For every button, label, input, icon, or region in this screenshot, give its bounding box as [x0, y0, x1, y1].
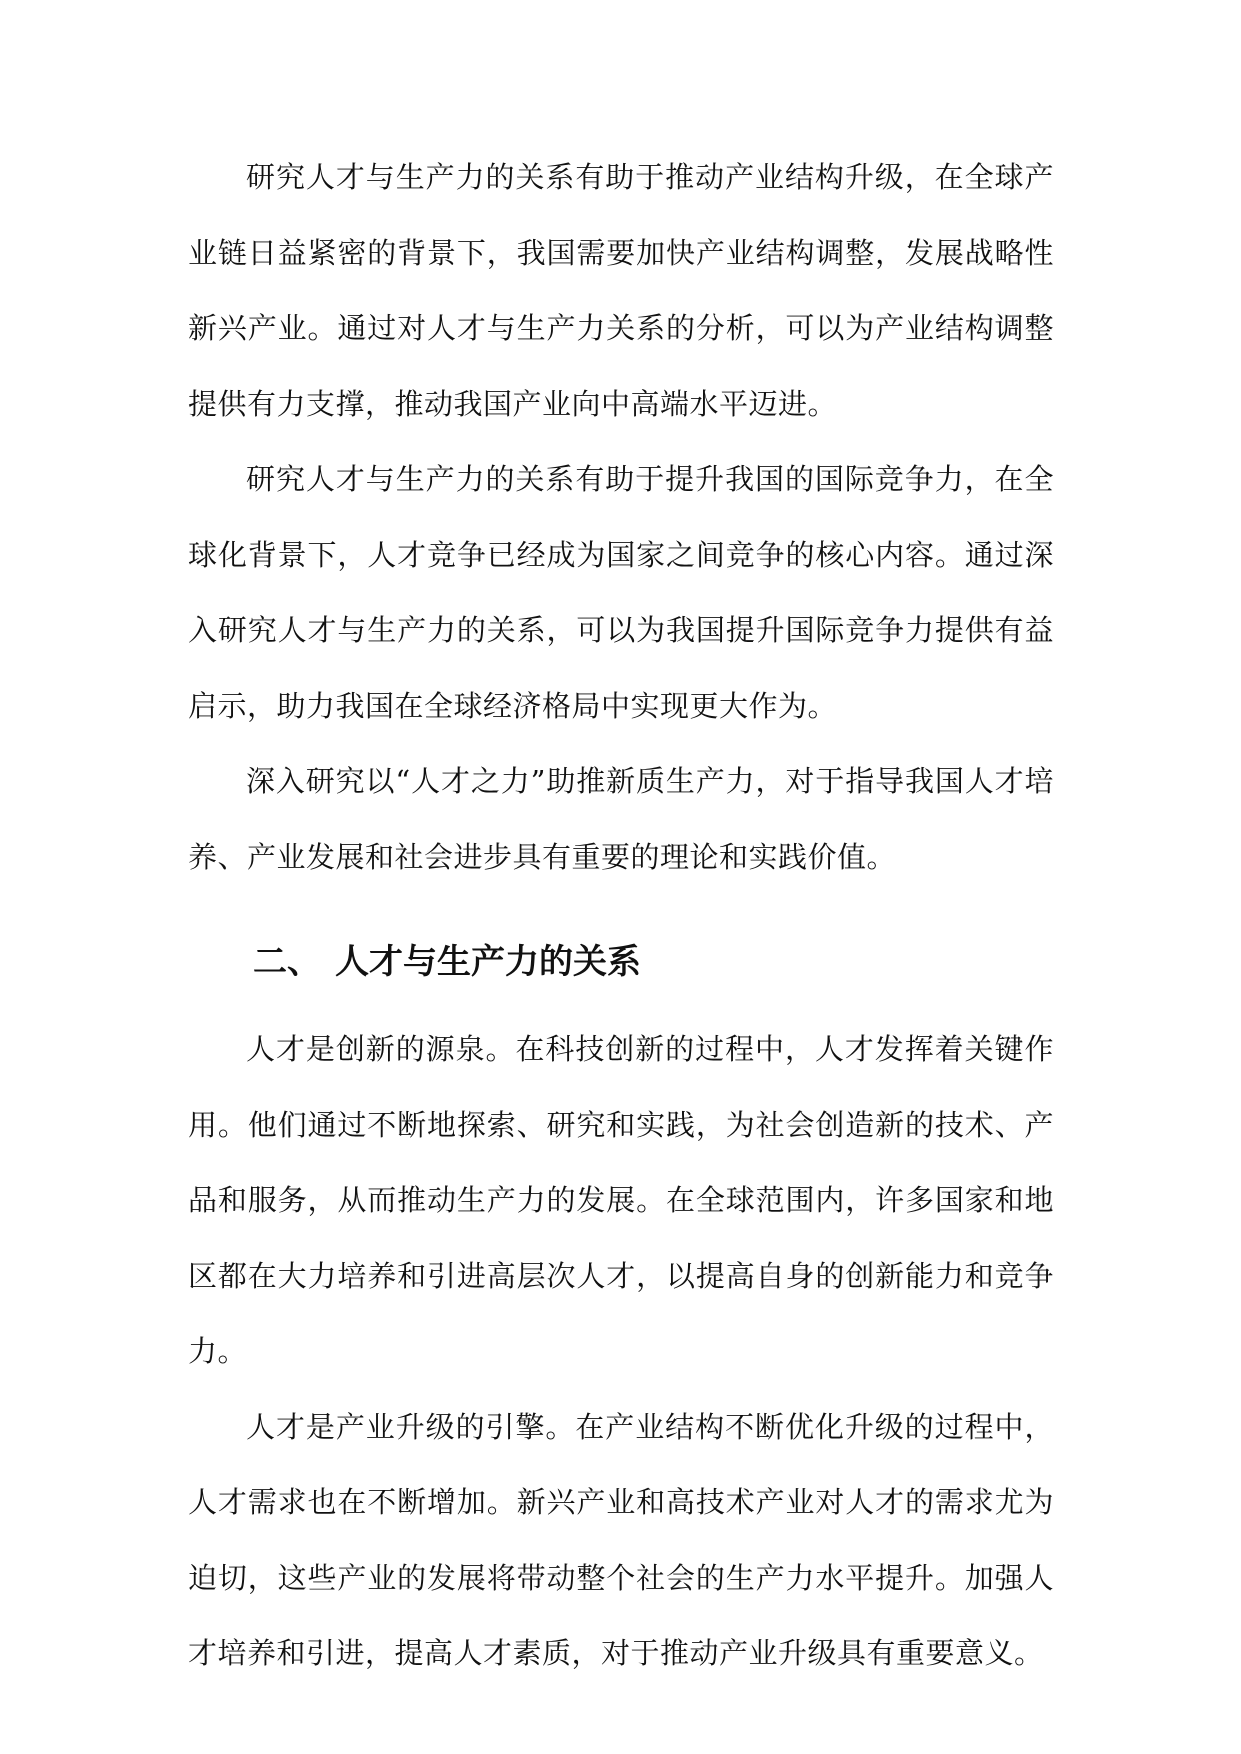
paragraph-industry-engine: 人才是产业升级的引擎。在产业结构不断优化升级的过程中，人才需求也在不断增加。新兴产业和高技术产业对人才的需求尤为迫切，这些产业的发展将带动整个社会的生产力水平提升。加强人才培养和引进，提高人才素质，对于推动产业升级具有重要意义。 — [188, 1409, 1054, 1670]
paragraph-research-value: 深入研究以“人才之力”助推新质生产力，对于指导我国人才培养、产业发展和社会进步具有重要的理论和实践价值。 — [188, 764, 1054, 874]
paragraph-industry-upgrade: 研究人才与生产力的关系有助于推动产业结构升级，在全球产业链日益紧密的背景下，我国需要加快产业结构调整，发展战略性新兴产业。通过对人才与生产力关系的分析，可以为产业结构调整提供有力支撑，推动我国产业向中高端水平迈进。 — [188, 160, 1054, 421]
section-title: 人才与生产力的关系 — [335, 942, 641, 982]
body-text-bottom — [188, 1012, 1054, 1692]
paragraph-competitiveness: 研究人才与生产力的关系有助于提升我国的国际竞争力，在全球化背景下，人才竞争已经成为国家之间竞争的核心内容。通过深入研究人才与生产力的关系，可以为我国提升国际竞争力提供有益启示，助力我国在全球经济格局中实现更大作为。 — [188, 462, 1054, 723]
body-text-top — [188, 140, 1054, 895]
section-number: 二、 — [253, 942, 321, 982]
section-heading — [253, 932, 641, 992]
paragraph-innovation-source: 人才是创新的源泉。在科技创新的过程中，人才发挥着关键作用。他们通过不断地探索、研究和实践，为社会创造新的技术、产品和服务，从而推动生产力的发展。在全球范围内，许多国家和地区都在大力培养和引进高层次人才，以提高自身的创新能力和竞争力。 — [188, 1032, 1054, 1368]
